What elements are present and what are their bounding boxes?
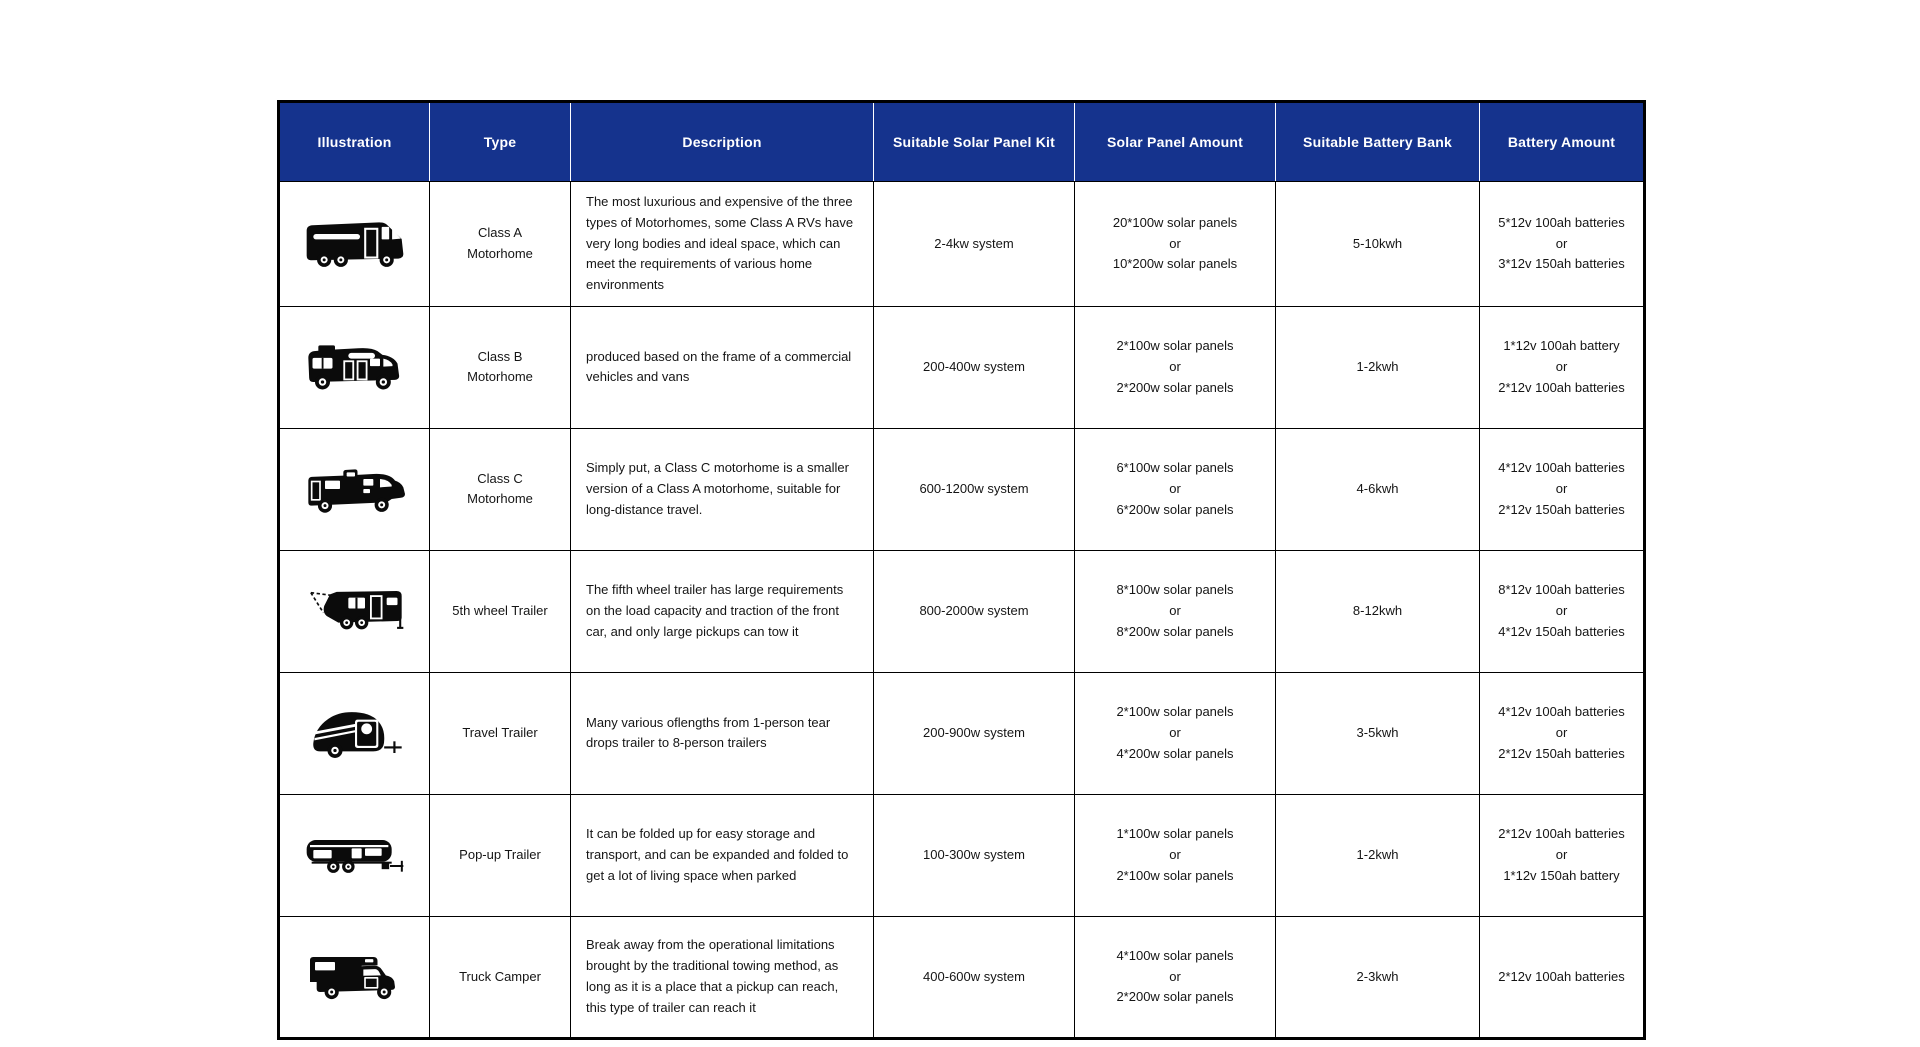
illustration-cell: [279, 672, 430, 794]
solar-kit-cell: 800-2000w system: [874, 550, 1075, 672]
panel-amount-cell: 4*100w solar panels or 2*200w solar panels: [1075, 916, 1276, 1038]
illustration-cell: [279, 428, 430, 550]
table-row: [279, 916, 1645, 1038]
illustration-cell: [279, 916, 430, 1038]
panel-amount-cell: 6*100w solar panels or 6*200w solar panels: [1075, 428, 1276, 550]
illustration-cell: [279, 550, 430, 672]
battery-amount-cell: 1*12v 100ah battery or 2*12v 100ah batteries: [1480, 306, 1645, 428]
header-cell-type: Type: [430, 102, 571, 182]
panel-amount-cell: 8*100w solar panels or 8*200w solar panels: [1075, 550, 1276, 672]
battery-bank-cell: 1-2kwh: [1276, 794, 1480, 916]
description-cell: produced based on the frame of a commercial vehicles and vans: [571, 306, 874, 428]
solar-kit-cell: 600-1200w system: [874, 428, 1075, 550]
fifth-wheel-trailer-icon: [300, 581, 410, 641]
table-row: [279, 550, 1645, 672]
rv-solar-table: [277, 100, 1646, 1040]
type-cell: Class A Motorhome: [430, 182, 571, 307]
table-row: [279, 428, 1645, 550]
description-cell: Many various oflengths from 1-person tear drops trailer to 8-person trailers: [571, 672, 874, 794]
illustration-cell: [279, 306, 430, 428]
class-c-motorhome-icon: [300, 459, 410, 519]
description-cell: Simply put, a Class C motorhome is a smaller version of a Class A motorhome, suitable for long-distance travel.: [571, 428, 874, 550]
solar-kit-cell: 2-4kw system: [874, 182, 1075, 307]
battery-bank-cell: 4-6kwh: [1276, 428, 1480, 550]
type-cell: Class B Motorhome: [430, 306, 571, 428]
panel-amount-cell: 2*100w solar panels or 4*200w solar panels: [1075, 672, 1276, 794]
description-cell: The most luxurious and expensive of the three types of Motorhomes, some Class A RVs have very long bodies and ideal space, which can meet the requirements of various home environments: [571, 182, 874, 307]
battery-amount-cell: 4*12v 100ah batteries or 2*12v 150ah batteries: [1480, 672, 1645, 794]
battery-amount-cell: 2*12v 100ah batteries: [1480, 916, 1645, 1038]
illustration-cell: [279, 794, 430, 916]
solar-kit-cell: 200-400w system: [874, 306, 1075, 428]
table-row: [279, 306, 1645, 428]
battery-amount-cell: 8*12v 100ah batteries or 4*12v 150ah batteries: [1480, 550, 1645, 672]
battery-amount-cell: 4*12v 100ah batteries or 2*12v 150ah batteries: [1480, 428, 1645, 550]
battery-bank-cell: 3-5kwh: [1276, 672, 1480, 794]
pop-up-trailer-icon: [300, 825, 410, 885]
header-cell-panel-amount: Solar Panel Amount: [1075, 102, 1276, 182]
type-cell: Pop-up Trailer: [430, 794, 571, 916]
class-a-motorhome-icon: [300, 214, 410, 274]
truck-camper-icon: [300, 947, 410, 1007]
panel-amount-cell: 20*100w solar panels or 10*200w solar panels: [1075, 182, 1276, 307]
class-b-motorhome-icon: [300, 337, 410, 397]
header-cell-battery-amount: Battery Amount: [1480, 102, 1645, 182]
type-cell: Truck Camper: [430, 916, 571, 1038]
description-cell: The fifth wheel trailer has large requirements on the load capacity and traction of the front car, and only large pickups can tow it: [571, 550, 874, 672]
type-cell: Travel Trailer: [430, 672, 571, 794]
table-row: [279, 794, 1645, 916]
battery-bank-cell: 1-2kwh: [1276, 306, 1480, 428]
table-row: [279, 182, 1645, 307]
illustration-cell: [279, 182, 430, 307]
type-cell: Class C Motorhome: [430, 428, 571, 550]
description-cell: It can be folded up for easy storage and transport, and can be expanded and folded to get a lot of living space when parked: [571, 794, 874, 916]
description-cell: Break away from the operational limitations brought by the traditional towing method, as long as it is a place that a pickup can reach, this type of trailer can reach it: [571, 916, 874, 1038]
battery-bank-cell: 2-3kwh: [1276, 916, 1480, 1038]
panel-amount-cell: 1*100w solar panels or 2*100w solar panels: [1075, 794, 1276, 916]
battery-bank-cell: 5-10kwh: [1276, 182, 1480, 307]
battery-amount-cell: 2*12v 100ah batteries or 1*12v 150ah battery: [1480, 794, 1645, 916]
header-cell-battery-bank: Suitable Battery Bank: [1276, 102, 1480, 182]
header-cell-illustration: Illustration: [279, 102, 430, 182]
solar-kit-cell: 400-600w system: [874, 916, 1075, 1038]
header-cell-solar-kit: Suitable Solar Panel Kit: [874, 102, 1075, 182]
battery-amount-cell: 5*12v 100ah batteries or 3*12v 150ah batteries: [1480, 182, 1645, 307]
solar-kit-cell: 200-900w system: [874, 672, 1075, 794]
table-row: [279, 672, 1645, 794]
travel-trailer-icon: [300, 703, 410, 763]
type-cell: 5th wheel Trailer: [430, 550, 571, 672]
header-cell-description: Description: [571, 102, 874, 182]
panel-amount-cell: 2*100w solar panels or 2*200w solar panels: [1075, 306, 1276, 428]
header-row: [279, 102, 1645, 182]
battery-bank-cell: 8-12kwh: [1276, 550, 1480, 672]
solar-kit-cell: 100-300w system: [874, 794, 1075, 916]
